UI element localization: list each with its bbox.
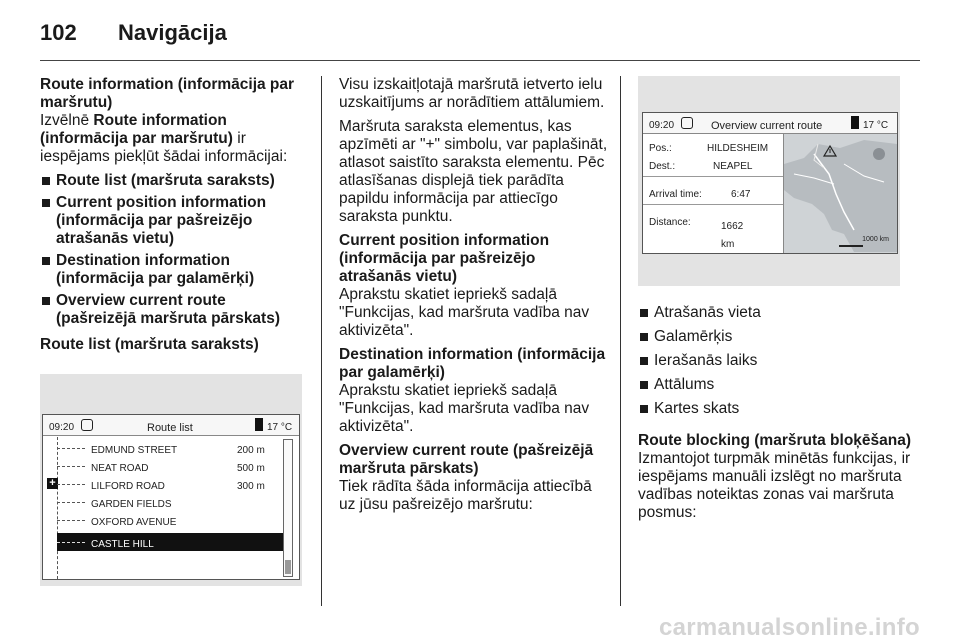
page-number: 102: [40, 20, 77, 45]
column-middle: [339, 76, 609, 520]
scale-bar: [839, 245, 863, 247]
route-list-item[interactable]: + LILFORD ROAD 300 m: [57, 475, 293, 493]
thermometer-icon: [255, 418, 263, 431]
column-divider: [620, 76, 621, 606]
screen-title: Overview current route: [711, 120, 823, 132]
route-list-item[interactable]: GARDEN FIELDS: [57, 493, 293, 511]
column-left: [40, 76, 310, 586]
list-item: Attālums: [638, 376, 920, 394]
overview-route-screenshot: [638, 76, 900, 286]
scale-text: 1000 km: [862, 236, 889, 243]
temperature-text: 17 °C: [863, 120, 889, 131]
dest-label: Dest.:: [649, 161, 676, 172]
clock-text: 09:20: [649, 120, 675, 131]
route-map[interactable]: [784, 134, 897, 253]
route-list-item-selected[interactable]: CASTLE HILL: [57, 533, 293, 551]
column-divider: [321, 76, 322, 606]
list-item: Destination information (informācija par galamērķi): [40, 252, 310, 288]
intro-paragraph: Izvēlnē Route information (informācija par maršrutu) ir iespējams piekļūt šādai informācijai:: [40, 112, 288, 165]
distance-value: 1662 km: [721, 221, 744, 250]
distance-label: Distance:: [649, 217, 691, 228]
page-header: [40, 16, 920, 61]
route-list-item[interactable]: NEAT ROAD 500 m: [57, 457, 293, 475]
display-topbar: [43, 415, 299, 436]
expand-plus-icon[interactable]: +: [47, 478, 58, 489]
route-list-item[interactable]: EDMUND STREET 200 m: [57, 439, 293, 457]
list-item: Atrašanās vieta: [638, 304, 920, 322]
section-heading: Current position information (informācija par pašreizējo atrašanās vietu): [339, 232, 550, 285]
paragraph: Aprakstu skatiet iepriekš sadaļā "Funkcijas, kad maršruta vadība nav aktivizēta".: [339, 286, 590, 339]
section-heading: Route list (maršruta saraksts): [40, 336, 259, 353]
dest-value: NEAPEL: [713, 161, 753, 172]
arrival-value: 6:47: [731, 189, 751, 200]
list-item: Kartes skats: [638, 400, 920, 418]
list-item: Galamērķis: [638, 328, 920, 346]
pos-label: Pos.:: [649, 143, 672, 154]
route-list-screenshot: [40, 374, 302, 586]
arrival-label: Arrival time:: [649, 189, 702, 200]
list-item: Route list (maršruta saraksts): [40, 172, 310, 190]
temperature-text: 17 °C: [267, 422, 293, 433]
section-heading: Overview current route (pašreizējā maršruta pārskats): [339, 442, 594, 477]
section-heading: Destination information (informācija par galamērķi): [339, 346, 606, 381]
paragraph: Izmantojot turpmāk minētās funkcijas, ir iespējams manuāli izslēgt no maršruta vadības noteiktas zonas vai maršruta posmus:: [638, 450, 911, 521]
paragraph: Visu izskaitļotajā maršrutā ietverto ielu uzskaitījums ar norādītiem attālumiem.: [339, 76, 605, 111]
display-topbar: [643, 113, 897, 134]
route-summary-panel: [643, 134, 784, 253]
watermark: carmanualsonline.info: [658, 614, 920, 641]
pos-value: HILDESHEIM: [707, 143, 769, 154]
thermometer-icon: [851, 116, 859, 129]
paragraph: Aprakstu skatiet iepriekš sadaļā "Funkcijas, kad maršruta vadība nav aktivizēta".: [339, 382, 590, 435]
paragraph: Maršruta saraksta elementus, kas apzīmēti ar "+" simbolu, var paplašināt, atlasot saistīto saraksta elementu. Pēc atlasīšanas displejā tiek parādīta papildu informācija par attiecīgo saraksta punktu.: [339, 118, 608, 225]
list-item: Overview current route (pašreizējā maršruta pārskats): [40, 292, 310, 328]
scrollbar[interactable]: [283, 439, 293, 577]
list-item: Current position information (informācija par pašreizējo atrašanās vietu): [40, 194, 310, 248]
paragraph: Tiek rādīta šāda informācija attiecībā uz jūsu pašreizējo maršrutu:: [339, 478, 592, 513]
column-right: [638, 76, 920, 528]
navigation-icon: [81, 419, 93, 431]
route-list-item[interactable]: OXFORD AVENUE: [57, 511, 293, 529]
clock-text: 09:20: [49, 422, 75, 433]
navigation-icon: [681, 117, 693, 129]
section-heading: Route blocking (maršruta bloķēšana): [638, 432, 912, 449]
section-heading: Route information (informācija par maršrutu): [40, 76, 295, 111]
list-item: Ierašanās laiks: [638, 352, 920, 370]
screen-title: Route list: [147, 422, 193, 434]
page-title: Navigācija: [118, 20, 227, 45]
